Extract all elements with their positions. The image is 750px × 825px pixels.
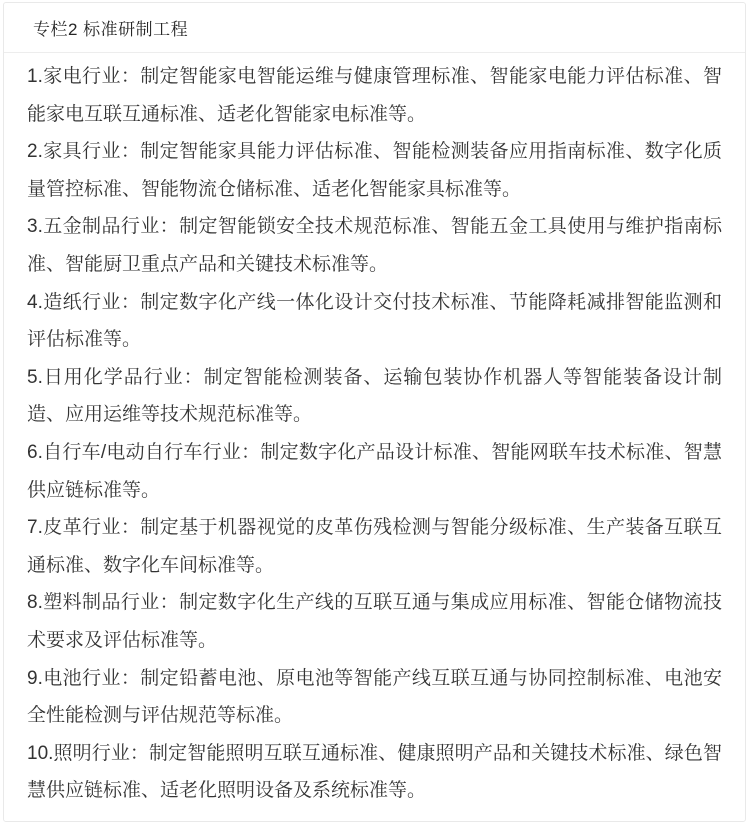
list-item-papermaking: 4.造纸行业：制定数字化产线一体化设计交付技术标准、节能降耗减排智能监测和评估标准等。 <box>27 291 722 351</box>
standards-panel <box>3 2 746 822</box>
panel-header <box>4 3 745 53</box>
panel-body <box>4 53 745 821</box>
list-item-home-appliance: 1.家电行业：制定智能家电智能运维与健康管理标准、智能家电能力评估标准、智能家电互联互通标准、适老化智能家电标准等。 <box>27 66 722 125</box>
list-item-battery: 9.电池行业：制定铅蓄电池、原电池等智能产线互联互通与协同控制标准、电池安全性能检测与评估规范等标准。 <box>27 667 722 727</box>
list-item-lighting: 10.照明行业：制定智能照明互联互通标准、健康照明产品和关键技术标准、绿色智慧供应链标准、适老化照明设备及系统标准等。 <box>27 742 722 802</box>
list-item-plastic: 8.塑料制品行业：制定数字化生产线的互联互通与集成应用标准、智能仓储物流技术要求及评估标准等。 <box>27 592 722 651</box>
list-item-hardware: 3.五金制品行业：制定智能锁安全技术规范标准、智能五金工具使用与维护指南标准、智能厨卫重点产品和关键技术标准等。 <box>27 216 722 275</box>
list-item-bicycle: 6.自行车/电动自行车行业：制定数字化产品设计标准、智能网联车技术标准、智慧供应链标准等。 <box>27 441 722 501</box>
list-item-furniture: 2.家具行业：制定智能家具能力评估标准、智能检测装备应用指南标准、数字化质量管控标准、智能物流仓储标准、适老化智能家具标准等。 <box>27 141 722 200</box>
list-item-leather: 7.皮革行业：制定基于机器视觉的皮革伤残检测与智能分级标准、生产装备互联互通标准、数字化车间标准等。 <box>27 517 722 576</box>
panel-title: 专栏2 标准研制工程 <box>33 20 189 39</box>
list-item-daily-chemicals: 5.日用化学品行业：制定智能检测装备、运输包装协作机器人等智能装备设计制造、应用运维等技术规范标准等。 <box>27 366 722 426</box>
